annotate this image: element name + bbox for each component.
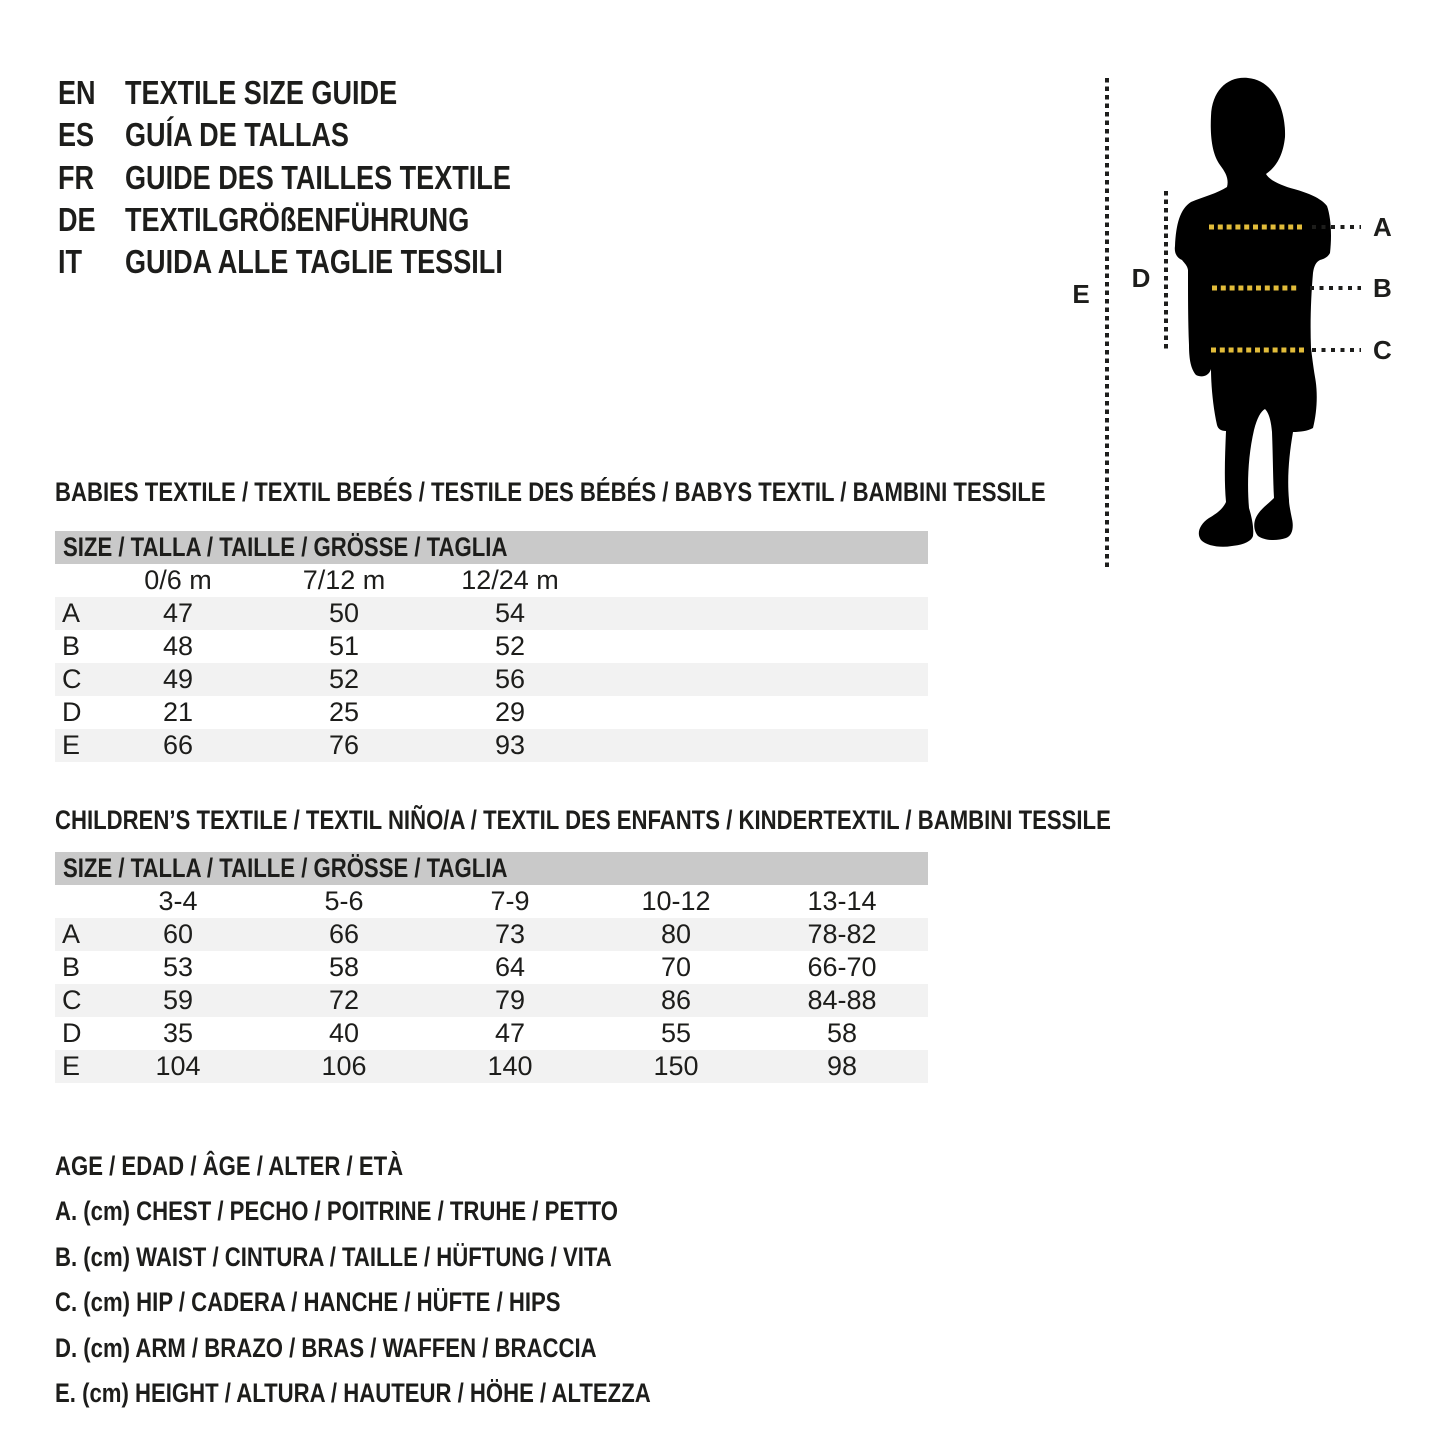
waist-label: B [1373, 273, 1392, 303]
legend-line-text: AGE / EDAD / ÂGE / ALTER / ETÀ [55, 1151, 404, 1181]
language-row [58, 241, 596, 283]
measurement-figure [1060, 60, 1445, 600]
language-code [58, 157, 125, 199]
column-header: 5-6 [324, 886, 364, 916]
measure-row [55, 630, 928, 663]
measure-value: 56 [494, 664, 526, 694]
measure-value: 48 [162, 631, 194, 661]
filler-cell [925, 885, 928, 918]
size-header-bar-cell [55, 531, 928, 564]
measure-row [55, 729, 928, 762]
measure-value: 55 [660, 1018, 692, 1048]
measure-value: 84-88 [807, 985, 877, 1015]
measure-value: 106 [321, 1051, 367, 1081]
measure-value: 52 [328, 664, 360, 694]
children-size-table [55, 852, 928, 1083]
language-code-text: DE [58, 200, 96, 238]
column-header-row [55, 885, 928, 918]
measure-row [55, 663, 928, 696]
measure-row-label: B [62, 631, 81, 661]
measure-value: 54 [494, 598, 526, 628]
language-title-text: GUÍA DE TALLAS [125, 116, 349, 154]
row-label-spacer [55, 564, 95, 597]
measure-row-label: E [62, 1051, 81, 1081]
column-header: 7/12 m [302, 565, 386, 595]
hip-label: C [1373, 335, 1392, 365]
measure-value: 80 [660, 919, 692, 949]
legend-line-text: E. (cm) HEIGHT / ALTURA / HAUTEUR / HÖHE / ALTEZZA [55, 1378, 651, 1409]
measure-value: 79 [494, 985, 526, 1015]
measure-value: 58 [328, 952, 360, 982]
measure-row-label: B [62, 952, 81, 982]
measure-row [55, 918, 928, 951]
measure-value: 70 [660, 952, 692, 982]
babies-section-title-text: BABIES TEXTILE / TEXTIL BEBÉS / TESTILE DES BÉBÉS / BABYS TEXTIL / BAMBINI TESSILE [55, 477, 1046, 507]
filler-cell [925, 1017, 928, 1050]
babies-size-table [55, 531, 928, 762]
measure-value: 50 [328, 598, 360, 628]
size-header-bar [55, 531, 928, 564]
legend-line [55, 1326, 781, 1371]
measure-value: 47 [162, 598, 194, 628]
measurement-legend [55, 1144, 781, 1416]
language-row [58, 157, 596, 199]
measure-row-label: D [62, 1018, 82, 1048]
measure-value: 49 [162, 664, 194, 694]
measure-value: 66 [328, 919, 360, 949]
language-code-text: EN [58, 74, 96, 111]
filler-cell [925, 918, 928, 951]
legend-line [55, 1371, 781, 1416]
babies-section-title [55, 477, 1263, 507]
column-header: 12/24 m [461, 565, 559, 595]
measure-row-label: C [62, 985, 82, 1015]
measure-row [55, 597, 928, 630]
arm-label: D [1131, 263, 1151, 293]
filler-cell [593, 696, 928, 729]
language-code-text: IT [58, 243, 83, 281]
measure-value: 64 [494, 952, 526, 982]
measure-row [55, 984, 928, 1017]
filler-cell [593, 663, 928, 696]
measure-row [55, 1050, 928, 1083]
language-code [58, 114, 125, 156]
chest-label: A [1373, 212, 1392, 242]
filler-cell [593, 597, 928, 630]
language-title-text: TEXTILGRÖßENFÜHRUNG [125, 200, 470, 238]
measure-value: 58 [826, 1018, 858, 1048]
filler-cell [593, 564, 928, 597]
legend-line [55, 1144, 781, 1189]
row-label-spacer [55, 885, 95, 918]
measure-value: 150 [653, 1051, 699, 1081]
measure-value: 35 [162, 1018, 194, 1048]
measure-row [55, 696, 928, 729]
legend-line-text: D. (cm) ARM / BRAZO / BRAS / WAFFEN / BRACCIA [55, 1332, 597, 1363]
language-row [58, 72, 596, 114]
measure-value: 66-70 [807, 952, 877, 982]
height-label: E [1072, 279, 1090, 309]
measure-row [55, 1017, 928, 1050]
children-section-title [55, 805, 1343, 835]
measure-value: 29 [494, 697, 526, 727]
measure-value: 25 [328, 697, 360, 727]
measure-value: 59 [162, 985, 194, 1015]
filler-cell [593, 630, 928, 663]
language-title [125, 199, 545, 241]
measure-value: 51 [328, 631, 360, 661]
measure-row-label: D [62, 697, 82, 727]
measure-value: 76 [328, 730, 360, 760]
column-header: 10-12 [641, 886, 711, 916]
measure-value: 21 [162, 697, 194, 727]
measure-value: 60 [162, 919, 194, 949]
legend-line-text: B. (cm) WAIST / CINTURA / TAILLE / HÜFTUNG / VITA [55, 1241, 612, 1272]
measure-value: 53 [162, 952, 194, 982]
measure-value: 72 [328, 985, 360, 1015]
filler-cell [925, 1050, 928, 1083]
language-title [125, 157, 596, 199]
column-header: 3-4 [158, 886, 198, 916]
language-title-block [58, 72, 596, 283]
measure-row [55, 951, 928, 984]
measure-value: 98 [826, 1051, 858, 1081]
language-code-text: ES [58, 116, 95, 154]
filler-cell [925, 984, 928, 1017]
column-header: 7-9 [490, 886, 530, 916]
column-header: 0/6 m [144, 565, 212, 595]
measure-row-label: E [62, 730, 81, 760]
column-header: 13-14 [807, 886, 877, 916]
measure-value: 73 [494, 919, 526, 949]
language-title [125, 72, 457, 114]
measure-value: 78-82 [807, 919, 877, 949]
legend-line [55, 1189, 781, 1234]
size-header-bar-cell [55, 852, 928, 885]
language-title-text: GUIDA ALLE TAGLIE TESSILI [125, 243, 503, 281]
measure-row-label: C [62, 664, 82, 694]
legend-line [55, 1280, 781, 1325]
measure-row-label: A [62, 598, 81, 628]
language-code [58, 241, 125, 283]
size-header-bar-text: SIZE / TALLA / TAILLE / GRÖSSE / TAGLIA [63, 853, 508, 883]
filler-cell [925, 951, 928, 984]
language-row [58, 199, 596, 241]
size-header-bar [55, 852, 928, 885]
column-header-row [55, 564, 928, 597]
measure-value: 47 [494, 1018, 526, 1048]
measure-value: 104 [155, 1051, 201, 1081]
measure-row-label: A [62, 919, 81, 949]
language-title [125, 241, 586, 283]
language-title-text: TEXTILE SIZE GUIDE [125, 74, 398, 111]
size-header-bar-text: SIZE / TALLA / TAILLE / GRÖSSE / TAGLIA [63, 532, 508, 562]
legend-line [55, 1235, 781, 1280]
measure-value: 66 [162, 730, 194, 760]
language-code [58, 199, 125, 241]
measure-value: 140 [487, 1051, 533, 1081]
filler-cell [593, 729, 928, 762]
legend-line-text: A. (cm) CHEST / PECHO / POITRINE / TRUHE / PETTO [55, 1196, 618, 1227]
measure-value: 40 [328, 1018, 360, 1048]
language-code-text: FR [58, 158, 95, 196]
measure-value: 52 [494, 631, 526, 661]
legend-line-text: C. (cm) HIP / CADERA / HANCHE / HÜFTE / HIPS [55, 1287, 561, 1318]
children-section-title-text: CHILDREN’S TEXTILE / TEXTIL NIÑO/A / TEXTIL DES ENFANTS / KINDERTEXTIL / BAMBINI TESSILE [55, 805, 1111, 835]
language-code [58, 72, 125, 114]
measure-value: 93 [494, 730, 526, 760]
language-title-text: GUIDE DES TAILLES TEXTILE [125, 158, 511, 196]
measure-value: 86 [660, 985, 692, 1015]
language-title [125, 114, 398, 156]
language-row [58, 114, 596, 156]
